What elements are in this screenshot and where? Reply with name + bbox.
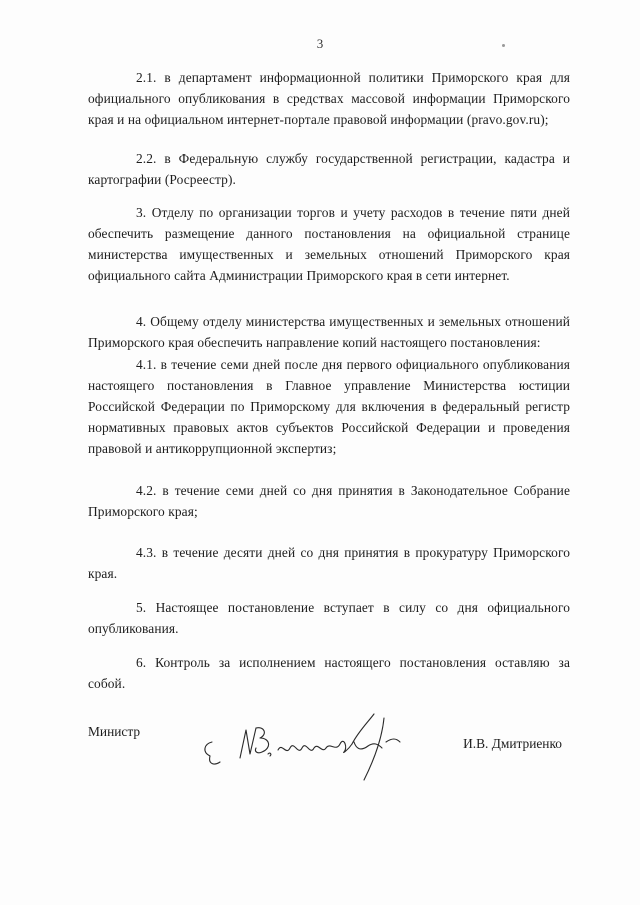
page-number: 3 <box>316 36 324 51</box>
paragraph-4-3: 4.3. в течение десяти дней со дня принятия в прокуратуру Приморского края. <box>88 545 570 581</box>
paragraph-4-1: 4.1. в течение семи дней после дня первого официального опубликования настоящего постановления в Главное управление Министерства юстиции Российской Федерации по Приморскому для включения в федеральный регистр нормативных правовых актов субъектов Российской Федерации и проведения правовой и антикоррупционной экспертиз; <box>88 357 570 456</box>
paragraph-5: 5. Настоящее постановление вступает в силу со дня официального опубликования. <box>88 600 570 636</box>
paragraph-2-2: 2.2. в Федеральную службу государственной регистрации, кадастра и картографии (Росреестр). <box>88 151 570 187</box>
paragraph-4: 4. Общему отделу министерства имущественных и земельных отношений Приморского края обеспечить направление копий настоящего постановления: <box>88 314 570 350</box>
paragraph-3: 3. Отделу по организации торгов и учету расходов в течение пяти дней обеспечить размещение данного постановления на официальной странице министерства имущественных и земельных отношений Приморского края официального сайта Администрации Приморского края в сети интернет. <box>88 205 570 283</box>
paragraph-4-2: 4.2. в течение семи дней со дня принятия в Законодательное Собрание Приморского края; <box>88 483 570 519</box>
paragraph-6: 6. Контроль за исполнением настоящего постановления оставляю за собой. <box>88 655 570 691</box>
scan-dot <box>502 44 505 47</box>
signature-block <box>88 722 570 792</box>
handwritten-signature <box>198 708 428 788</box>
signatory-name: И.В. Дмитриенко <box>463 736 562 751</box>
signatory-title: Министр <box>88 724 141 739</box>
paragraph-2-1: 2.1. в департамент информационной политики Приморского края для официального опубликования в средствах массовой информации Приморского края и на официальном интернет-портале правовой информации (pravo.gov.ru); <box>88 70 570 127</box>
